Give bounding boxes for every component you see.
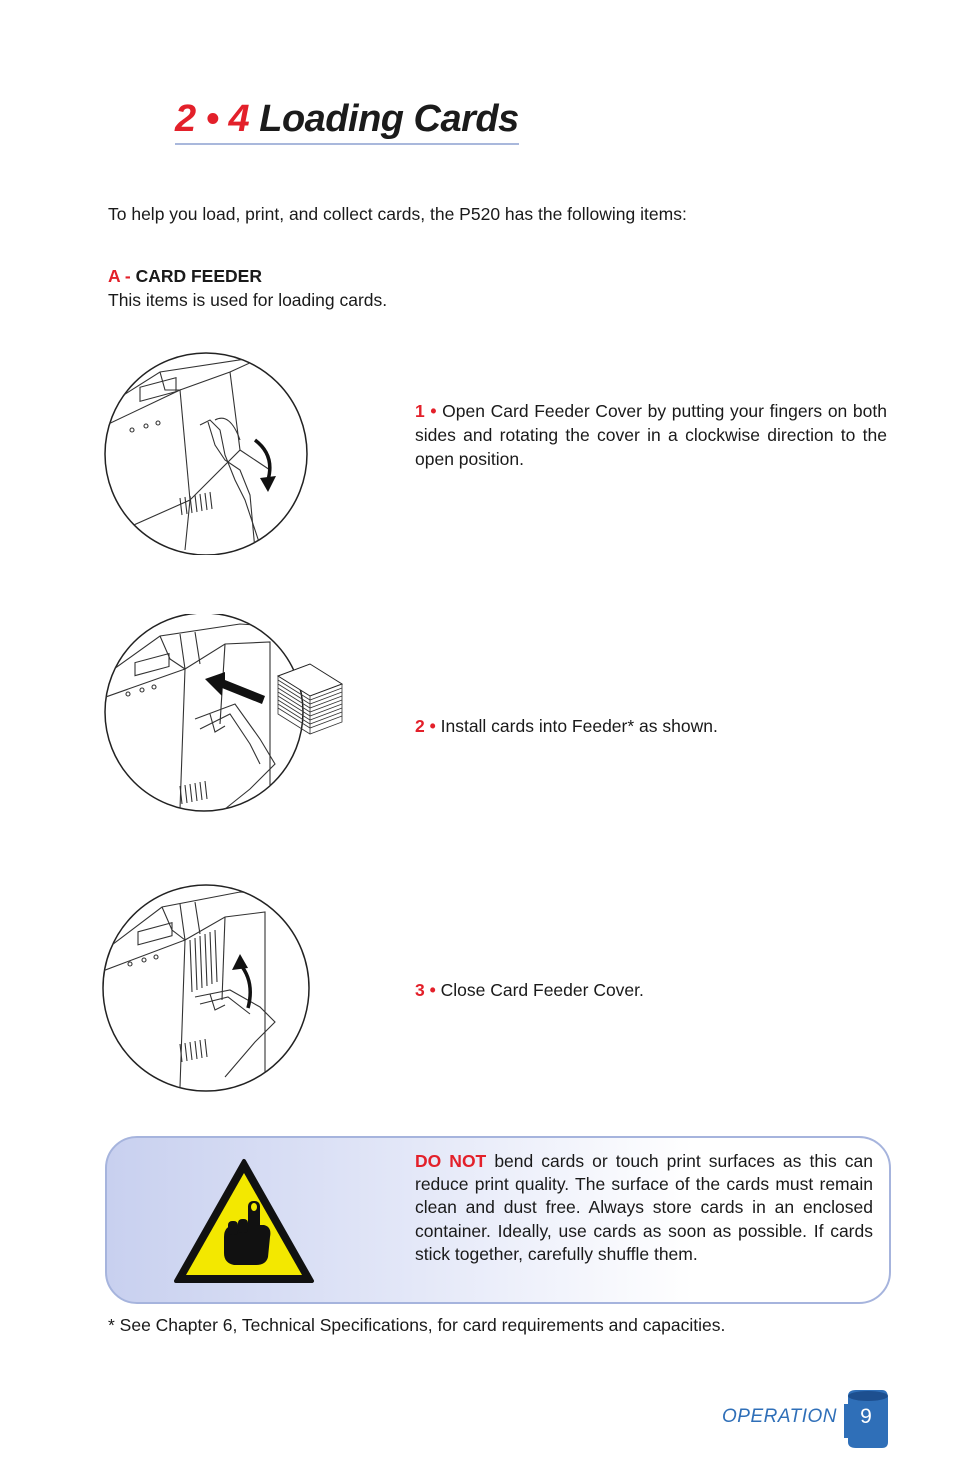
intro-text: To help you load, print, and collect cards, the P520 has the following items:	[108, 204, 687, 224]
step-1	[415, 399, 887, 471]
step-3	[415, 978, 887, 1002]
caution-emphasis: DO NOT	[415, 1151, 487, 1171]
step-2-text: Install cards into Feeder* as shown.	[440, 716, 718, 736]
section-a-description: This items is used for loading cards.	[108, 290, 388, 310]
page-number: 9	[860, 1405, 872, 1428]
footer-section-label: OPERATION	[722, 1406, 837, 1427]
caution-body: bend cards or touch print surfaces as this can reduce print quality. The surface of the cards must remain clean and dust free. Always store cards in an enclosed container. Ideally, use cards as soon as possible. If cards stick together, carefully shuffle them.	[415, 1151, 873, 1264]
section-a-letter: A -	[108, 266, 131, 286]
printer-cards-insert-illustration	[100, 614, 350, 814]
step-1-text: Open Card Feeder Cover by putting your fingers on both sides and rotating the cover in a clockwise direction to the open position.	[415, 401, 887, 469]
caution-hand-icon	[172, 1157, 316, 1285]
section-number: 2 • 4	[175, 98, 250, 140]
step-2-number: 2 •	[415, 716, 436, 736]
footnote: * See Chapter 6, Technical Specifications, for card requirements and capacities.	[108, 1315, 726, 1335]
printer-feeder-open-illustration	[100, 350, 315, 555]
section-a	[108, 264, 387, 312]
caution-text	[415, 1150, 873, 1266]
section-a-title: CARD FEEDER	[135, 266, 262, 286]
step-3-text: Close Card Feeder Cover.	[440, 980, 644, 1000]
step-2	[415, 714, 887, 738]
step-3-number: 3 •	[415, 980, 436, 1000]
step-1-number: 1 •	[415, 401, 437, 421]
page-title	[175, 98, 519, 145]
printer-feeder-close-illustration	[100, 882, 315, 1092]
section-title: Loading Cards	[259, 98, 519, 140]
